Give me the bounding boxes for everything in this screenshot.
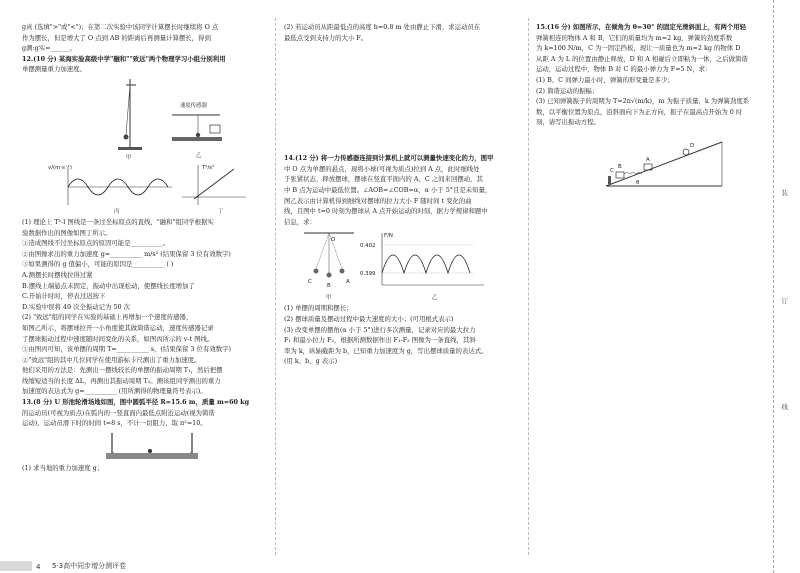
label-b: B — [618, 163, 622, 170]
text-line: (1) 理论上 T²-l 图线是一条过坐标原点的直线，"融和"组同学根据实 — [22, 217, 214, 226]
option-b: B.摆线上端悬点未固定，振动中出现松动，使摆线长度增加了 — [22, 281, 195, 290]
figure-label-ding: 丁 — [218, 208, 224, 215]
label-c: C — [308, 279, 312, 286]
text-line: 线缩短适当的长度 ΔL，再测出其振动周期 T₂。测该组同学测出的重力 — [22, 376, 221, 385]
text-line: ①造成图线不过坐标原点的原因可能是__________。 — [22, 239, 169, 248]
text-line: ①由图丙可知，该单摆的周期 T=__________ s，(结果保留 3 位有效数字) — [22, 345, 232, 354]
column-divider — [528, 18, 529, 555]
text-line: (3) 改变单摆的摆角(α 小于 5°)进行多次测量，记录对应的最大拉力 — [284, 325, 476, 334]
column-right — [536, 22, 764, 194]
text-line: 单摆测量重力加速度。 — [22, 65, 86, 74]
binding-char: 订 — [781, 297, 788, 305]
question-14-heading: 14.(12 分) 将一力传感器连接到计算机上就可以测量快速变化的力，图甲 — [284, 154, 494, 163]
text-line: (2) 简谐运动的振幅； — [536, 86, 599, 95]
column-divider — [275, 18, 276, 555]
column-middle — [284, 22, 520, 367]
text-line: (用 k、b、g 表示) — [284, 357, 338, 366]
text-line: 加速度的表达式为 g=__________ (用所测得的物理量符号表示)。 — [22, 387, 207, 396]
plot-value-max: 0.402 — [360, 243, 376, 250]
binding-char: 装 — [781, 189, 788, 197]
text-line: 中 B 点为运动中最低位置。∠AOB=∠COB=α，α 小于 5°且是未知量， — [284, 185, 492, 194]
option-a: A.测摆长时摆线拉得过紧 — [22, 270, 93, 279]
question-12-heading: 12.(10 分) 某海实验高级中学"融和""致远"两个物理学习小组分别利用 — [22, 54, 226, 63]
page-footer — [0, 559, 800, 573]
question-13-heading: 13.(8 分) U 形池轮滑场地如图，图中圆弧半径 R=15.6 m，质量 m=60 kg — [22, 398, 250, 407]
figure-label-jia: 甲 — [126, 154, 132, 161]
text-line: 刻，请写出振动方程。 — [536, 118, 600, 127]
text-line: (1) B、C 间弹力最小时，弹簧的形变量是多少； — [536, 75, 674, 84]
text-line: 他们采用的方法是：先测出一摆线较长的单摆的振动周期 T₁，然后把摆 — [22, 366, 223, 375]
text-line: 了摆球振动过程中速度随时间变化的关系，如图丙所示的 v-t 图线。 — [22, 334, 214, 343]
text-line: ③如果测得的 g 值偏小，可能的原因是__________ ( ) — [22, 260, 174, 269]
sensor-label: 速度传感器 — [180, 102, 207, 109]
label-c: C — [610, 167, 614, 174]
page-number: 4 — [36, 563, 41, 571]
text-line: 从距 A 为 L 的位置由静止释放，D 和 A 相碰后立即粘为一体，之后做简谐 — [536, 54, 748, 63]
text-line: 信息，求： — [284, 217, 316, 226]
question-15-heading: 15.(16 分) 如图所示，在倾角为 θ=30° 的固定光滑斜面上，有两个用轻 — [536, 23, 747, 31]
text-line: 数，以平衡位置为原点，沿斜面向下为正方向，振子在最高点开始为 0 时 — [536, 107, 743, 116]
figure-q12-apparatus — [22, 77, 268, 215]
footer-brand: 5·3高中同步增分测评卷 — [52, 562, 127, 570]
label-b: B — [327, 283, 331, 290]
plot-ding-y-label: T²/s² — [202, 164, 215, 171]
text-line: g真 (选填">"或"<")；在第二次实验中该同学计算摆长时继续将 O 点 — [22, 23, 219, 31]
column-left — [22, 22, 268, 473]
figure-label-jia: 甲 — [326, 295, 332, 302]
text-line: (2) 若运动员从距最低点的高度 h=0.8 m 处由静止下滑，求运动员在 — [284, 23, 481, 31]
binding-char: 线 — [781, 403, 788, 411]
text-line: 弹簧相连的物体 A 和 B，它们的质量均为 m=2 kg，弹簧的劲度系数 — [536, 33, 733, 42]
text-line: 线，且图中 t=0 时刻为摆球从 A 点开始运动的时刻，据力学规律和题中 — [284, 207, 488, 216]
label-theta: θ — [636, 179, 640, 186]
plot-y-label: F/N — [384, 233, 393, 240]
text-line: F₁ 和最小拉力 F₂，根据所测数据作出 F₁-F₂ 图像为一条直线，其斜 — [284, 336, 476, 345]
figure-q15-incline — [536, 134, 764, 194]
text-line: 于张紧状态，释放摆球，摆球在竖直平面内的 A、C 之间来回摆动，其 — [284, 175, 483, 184]
text-line: 为 k=100 N/m，C 为一固定挡板，现让一质量也为 m=2 kg 的物体 D — [536, 44, 741, 53]
figure-label-yi: 乙 — [432, 295, 438, 302]
figure-q13-u-ramp — [22, 429, 268, 463]
text-line: (3) 已知弹簧振子的周期为 T=2π√(m/k)，m 为振子质量，k 为弹簧劲度系 — [536, 97, 750, 106]
plot-value-min: 0.399 — [360, 271, 376, 278]
label-a: A — [346, 279, 350, 286]
text-line: (2) 摆球质量及摆动过程中最大速度的大小；(可用根式表示) — [284, 314, 454, 323]
text-line: (2) "致远"组的同学在实验的基础上再增加一个速度传感器， — [22, 313, 193, 322]
figure-label-bing: 丙 — [114, 208, 120, 215]
text-line: 最低点受到支持力的大小 F。 — [284, 33, 368, 42]
text-line: ②"致远"组的其中几位同学在使用游标卡尺测出了重力加速度。 — [22, 355, 201, 364]
text-line: 验数据作出的图像如图丁所示。 — [22, 228, 112, 237]
text-line: 的运动员(可视为质点)在弧内的一竖直面内最低点附近运动(视为简谐 — [22, 408, 215, 417]
figure-q14 — [284, 229, 520, 301]
text-line: 率为 k，纵轴截距为 b，已知重力加速度为 g，写出摆球质量的表达式。 — [284, 346, 488, 355]
text-line: 作为摆长，但是增大了 O 点到 AB 的距离后再测量计算摆长，得到 — [22, 33, 211, 42]
label-d: D — [690, 142, 695, 149]
label-a: A — [646, 156, 650, 163]
text-line: 运动，运动过程中，物体 B 对 C 的最小弹力为 F=5 N，求： — [536, 65, 712, 74]
option-c: C.开始计时时，停表过迟按下 — [22, 292, 106, 301]
binding-margin — [773, 0, 800, 573]
text-line: 图乙表示由计算机得到细线对摆球的拉力大小 F 随时间 t 变化的曲 — [284, 196, 472, 205]
text-line: (1) 单摆的周期和摆长； — [284, 304, 353, 313]
text-line: (1) 求当地的重力加速度 g； — [22, 463, 104, 472]
label-o: O — [331, 237, 336, 244]
text-line: g测:g实=______。 — [22, 44, 77, 53]
text-line: ②由图像求出的重力加速度 g=__________ m/s² (结果保留 3 位有效数字) — [22, 249, 231, 258]
figure-label-yi: 乙 — [196, 152, 202, 159]
text-line: 中 O 点为单摆的悬点，现将小球(可视为质点)拉到 A 点，此时细线处 — [284, 164, 480, 173]
text-line: 如图乙所示，将摆球拉开一小角度使其做简谐运动，速度传感器记录 — [22, 323, 214, 332]
text-line: 运动)，运动员滑下时的时间 t=8 s，不计一切阻力，取 π²=10。 — [22, 419, 207, 428]
option-d: D.实验中误将 49 次全振动记为 50 次 — [22, 302, 131, 311]
footer-bar — [0, 561, 32, 571]
plot-bing-y-label: v/(m·s⁻¹) — [48, 164, 72, 171]
